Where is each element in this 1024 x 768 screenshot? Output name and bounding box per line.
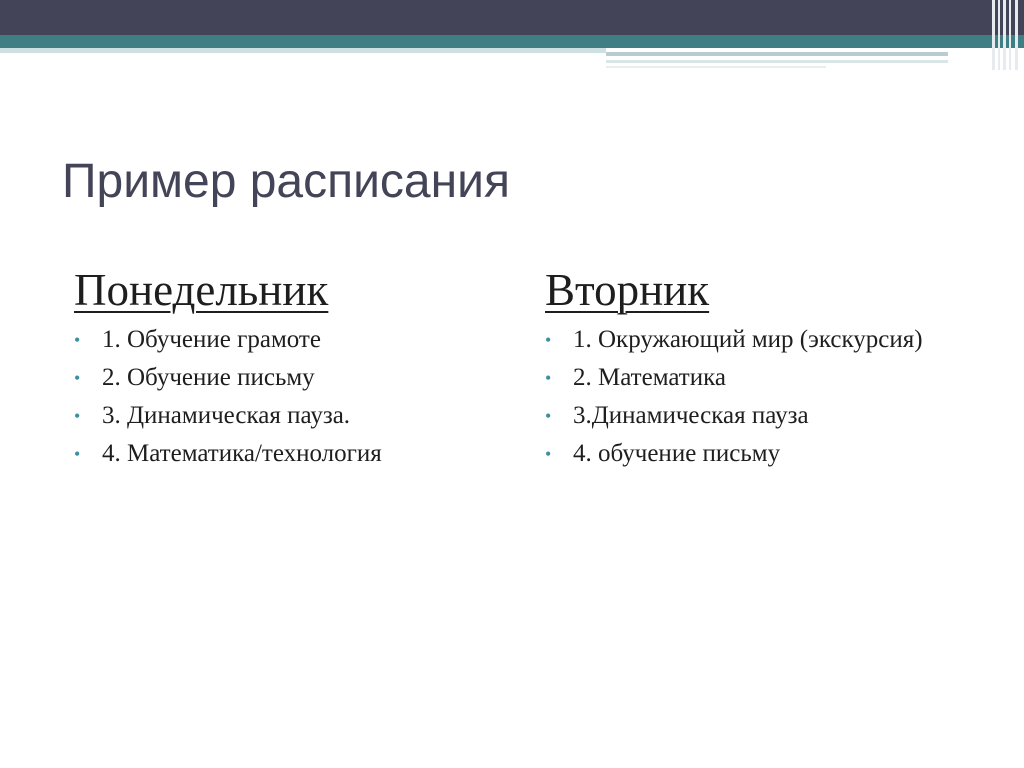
list-item-text: 4. обучение письму	[573, 440, 781, 467]
list-item-text: 4. Математика/технология	[102, 440, 382, 467]
bullet-icon: •	[545, 330, 552, 350]
header-dark-bar	[0, 0, 1024, 35]
list-item-text: 1. Окружающий мир (экскурсия)	[573, 326, 923, 353]
list-item-text: 2. Обучение письму	[102, 364, 315, 391]
list-item	[545, 438, 985, 470]
list-item-text: 3.Динамическая пауза	[573, 402, 809, 429]
header-right-line	[606, 60, 948, 63]
header-vertical-stripes	[990, 0, 1024, 70]
tuesday-list	[545, 324, 985, 470]
list-item	[74, 400, 494, 432]
bullet-icon: •	[545, 406, 552, 426]
header-light-bar	[0, 48, 606, 53]
header-teal-bar	[0, 35, 1024, 48]
list-item	[74, 362, 494, 394]
monday-column	[74, 262, 494, 476]
bullet-icon: •	[74, 444, 81, 464]
monday-list	[74, 324, 494, 470]
list-item-text: 1. Обучение грамоте	[102, 326, 321, 353]
tuesday-column	[545, 262, 985, 476]
list-item	[74, 324, 494, 356]
bullet-icon: •	[74, 368, 81, 388]
list-item	[545, 400, 985, 432]
bullet-icon: •	[74, 330, 81, 350]
header-right-line	[606, 52, 948, 56]
bullet-icon: •	[545, 444, 552, 464]
list-item-text: 3. Динамическая пауза.	[102, 402, 351, 429]
bullet-icon: •	[545, 368, 552, 388]
list-item	[545, 362, 985, 394]
list-item-text: 2. Математика	[573, 364, 726, 391]
tuesday-heading: Вторник	[545, 265, 710, 315]
monday-heading: Понедельник	[74, 265, 329, 315]
list-item	[74, 438, 494, 470]
bullet-icon: •	[74, 406, 81, 426]
list-item	[545, 324, 985, 356]
slide-title: Пример расписания	[62, 155, 510, 208]
header-right-line	[606, 66, 826, 68]
